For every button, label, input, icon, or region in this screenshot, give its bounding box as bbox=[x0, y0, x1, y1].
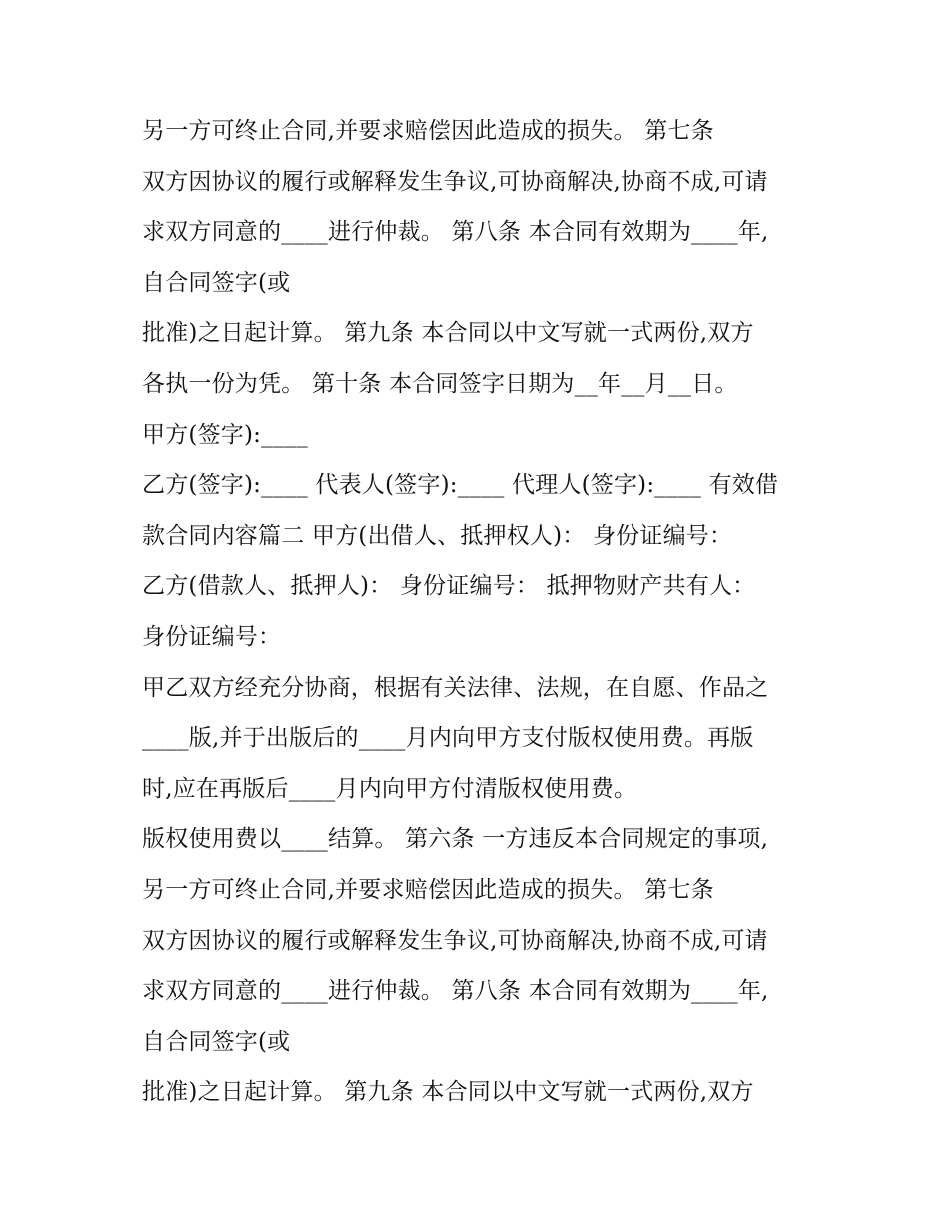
text-line: 乙方(借款人、抵押人)： 身份证编号： 抵押物财产共有人： bbox=[142, 573, 756, 600]
text-line: 批准)之日起计算。 第九条 本合同以中文写就一式两份,双方 bbox=[142, 320, 754, 347]
text-line: 版权使用费以____结算。 第六条 一方违反本合同规定的事项, bbox=[142, 826, 769, 853]
text-line: 批准)之日起计算。 第九条 本合同以中文写就一式两份,双方 bbox=[142, 1079, 754, 1106]
text-line: 乙方(签字):____ 代表人(签字):____ 代理人(签字):____ 有效借 bbox=[142, 472, 779, 499]
text-line: 自合同签字(或 bbox=[142, 269, 291, 296]
text-line: 自合同签字(或 bbox=[142, 1028, 291, 1055]
text-line: 另一方可终止合同,并要求赔偿因此造成的损失。 第七条 bbox=[142, 118, 714, 144]
text-line: ____版,并于出版后的____月内向甲方支付版权使用费。再版 bbox=[142, 725, 754, 752]
text-line: 各执一份为凭。 第十条 本合同签字日期为__年__月__日。 bbox=[142, 370, 738, 397]
text-line: 双方因协议的履行或解释发生争议,可协商解决,协商不成,可请 bbox=[142, 168, 768, 195]
text-line: 双方因协议的履行或解释发生争议,可协商解决,协商不成,可请 bbox=[142, 927, 768, 954]
contract-text-body bbox=[142, 106, 842, 1118]
text-line: 另一方可终止合同,并要求赔偿因此造成的损失。 第七条 bbox=[142, 876, 714, 903]
text-line: 甲乙双方经充分协商，根据有关法律、法规，在自愿、作品之 bbox=[142, 674, 769, 701]
text-line: 时,应在再版后____月内向甲方付清版权使用费。 bbox=[142, 775, 638, 802]
text-line: 身份证编号： bbox=[142, 623, 282, 650]
text-line: 款合同内容篇二 甲方(出借人、抵押权人)： 身份证编号： bbox=[142, 522, 733, 549]
text-line: 求双方同意的____进行仲裁。 第八条 本合同有效期为____年, bbox=[142, 978, 769, 1005]
text-line: 求双方同意的____进行仲裁。 第八条 本合同有效期为____年, bbox=[142, 219, 769, 246]
text-line: 甲方(签字):____ bbox=[142, 421, 308, 448]
